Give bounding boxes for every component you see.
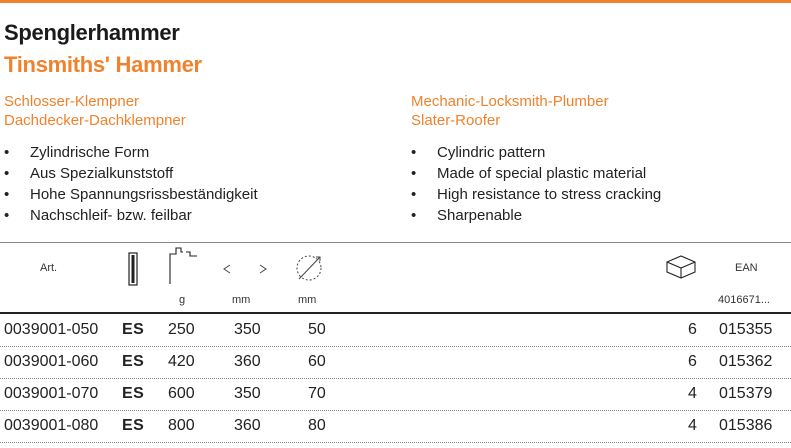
trade-line: Mechanic-Locksmith-Plumber — [411, 93, 609, 110]
german-description — [4, 92, 258, 226]
feature-item: • Nachschleif- bzw. feilbar — [4, 205, 258, 226]
weight-value: 600 — [168, 385, 195, 402]
length-value: 360 — [234, 417, 261, 434]
feature-item: • Aus Spezialkunststoff — [4, 163, 258, 184]
pack-quantity: 6 — [688, 321, 697, 338]
title-english: Tinsmiths' Hammer — [4, 52, 202, 77]
feature-item: • Sharpenable — [411, 205, 661, 226]
top-accent-line — [0, 0, 791, 3]
feature-item: • Hohe Spannungsrissbeständigkeit — [4, 184, 258, 205]
material-icon — [128, 252, 138, 286]
grade-mark: ES — [122, 417, 145, 434]
pack-quantity: 4 — [688, 385, 697, 402]
unit-length: mm — [232, 294, 251, 306]
weight-icon — [166, 246, 200, 286]
diameter-value: 60 — [308, 353, 326, 370]
table-row — [0, 411, 791, 443]
unit-weight: g — [179, 294, 186, 306]
pack-quantity: 4 — [688, 417, 697, 434]
length-value: 350 — [234, 321, 261, 338]
feature-item: • Cylindric pattern — [411, 142, 661, 163]
trade-line: Schlosser-Klempner — [4, 93, 140, 110]
ean-suffix: 015379 — [719, 385, 773, 402]
diameter-value: 50 — [308, 321, 326, 338]
header-art: Art. — [40, 262, 58, 274]
package-icon — [664, 254, 698, 280]
length-value: 360 — [234, 353, 261, 370]
feature-item: • High resistance to stress cracking — [411, 184, 661, 205]
article-number: 0039001-060 — [4, 353, 99, 370]
diameter-value: 70 — [308, 385, 326, 402]
grade-mark: ES — [122, 321, 145, 338]
feature-item: • Zylindrische Form — [4, 142, 258, 163]
ean-prefix: 4016671... — [718, 294, 770, 306]
trade-line: Dachdecker-Dachklempner — [4, 112, 186, 129]
diameter-icon — [294, 252, 326, 284]
english-description — [411, 92, 661, 226]
weight-value: 250 — [168, 321, 195, 338]
ean-suffix: 015386 — [719, 417, 773, 434]
grade-mark: ES — [122, 353, 145, 370]
header-ean: EAN — [735, 262, 758, 274]
table-row — [0, 379, 791, 411]
ean-suffix: 015362 — [719, 353, 773, 370]
weight-value: 420 — [168, 353, 195, 370]
unit-diameter: mm — [298, 294, 317, 306]
row-divider — [0, 442, 791, 443]
ean-suffix: 015355 — [719, 321, 773, 338]
table-row — [0, 315, 791, 347]
trade-line: Slater-Roofer — [411, 112, 501, 129]
length-icon — [220, 262, 270, 276]
weight-value: 800 — [168, 417, 195, 434]
article-number: 0039001-070 — [4, 385, 99, 402]
diameter-value: 80 — [308, 417, 326, 434]
title-german: Spenglerhammer — [4, 20, 180, 45]
table-top-rule — [0, 242, 791, 243]
article-number: 0039001-050 — [4, 321, 99, 338]
table-header-rule — [0, 312, 791, 314]
table-row — [0, 347, 791, 379]
grade-mark: ES — [122, 385, 145, 402]
length-value: 350 — [234, 385, 261, 402]
feature-list-english — [411, 142, 661, 226]
feature-item: • Made of special plastic material — [411, 163, 661, 184]
article-number: 0039001-080 — [4, 417, 99, 434]
pack-quantity: 6 — [688, 353, 697, 370]
feature-list-german — [4, 142, 258, 226]
